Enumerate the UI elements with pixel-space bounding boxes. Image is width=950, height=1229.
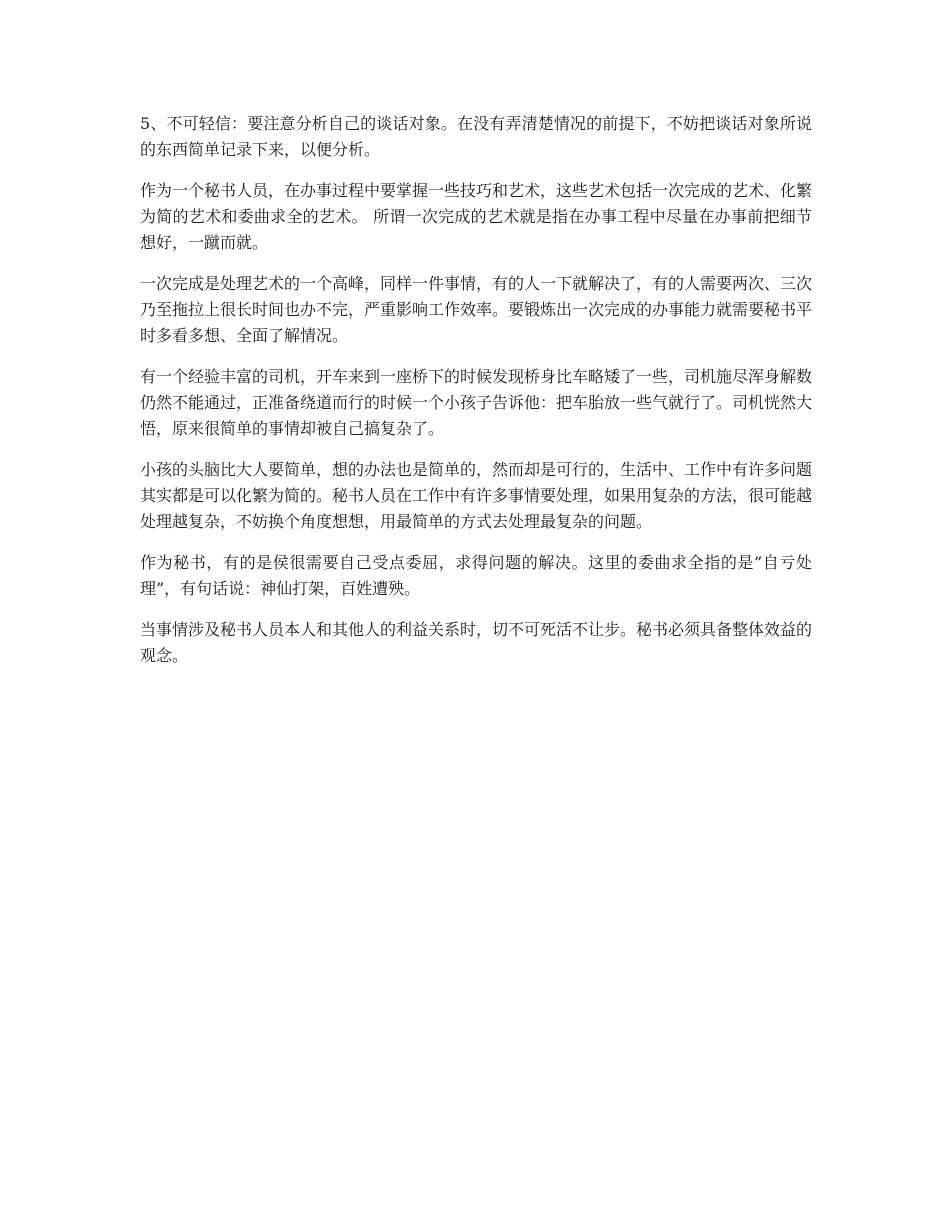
paragraph-6: 作为秘书，有的是侯很需要自己受点委屈，求得问题的解决。这里的委曲求全指的是”自亏处理”，有句话说：神仙打架，百姓遭殃。 (140, 553, 812, 598)
paragraph-3: 一次完成是处理艺术的一个高峰，同样一件事情，有的人一下就解决了，有的人需要两次、三次乃至拖拉上很长时间也办不完，严重影响工作效率。要锻炼出一次完成的办事能力就需要秘书平时多看多想、全面了解情况。 (140, 274, 813, 345)
paragraph-5: 小孩的头脑比大人要简单，想的办法也是简单的，然而却是可行的，生活中、工作中有许多问题其实都是可以化繁为简的。秘书人员在工作中有许多事情要处理，如果用复杂的方法，很可能越处理越复杂，不妨换个角度想想，用最简单的方式去处理最复杂的问题。 (140, 460, 813, 531)
paragraph-1: 5、不可轻信：要注意分析自己的谈话对象。在没有弄清楚情况的前提下，不妨把谈话对象所说的东西简单记录下来，以便分析。 (140, 114, 812, 159)
document-body (140, 111, 812, 684)
paragraph-7: 当事情涉及秘书人员本人和其他人的利益关系时，切不可死活不让步。秘书必须具备整体效益的观念。 (140, 620, 813, 665)
paragraph-2: 作为一个秘书人员，在办事过程中要掌握一些技巧和艺术，这些艺术包括一次完成的艺术、化繁为简的艺术和委曲求全的艺术。 所谓一次完成的艺术就是指在办事工程中尽量在办事前把细节想好，一蹴而就。 (140, 181, 813, 252)
paragraph-4: 有一个经验丰富的司机，开车来到一座桥下的时候发现桥身比车略矮了一些，司机施尽浑身解数仍然不能通过，正准备绕道而行的时候一个小孩子告诉他：把车胎放一些气就行了。司机恍然大悟，原来很简单的事情却被自己搞复杂了。 (140, 367, 813, 438)
